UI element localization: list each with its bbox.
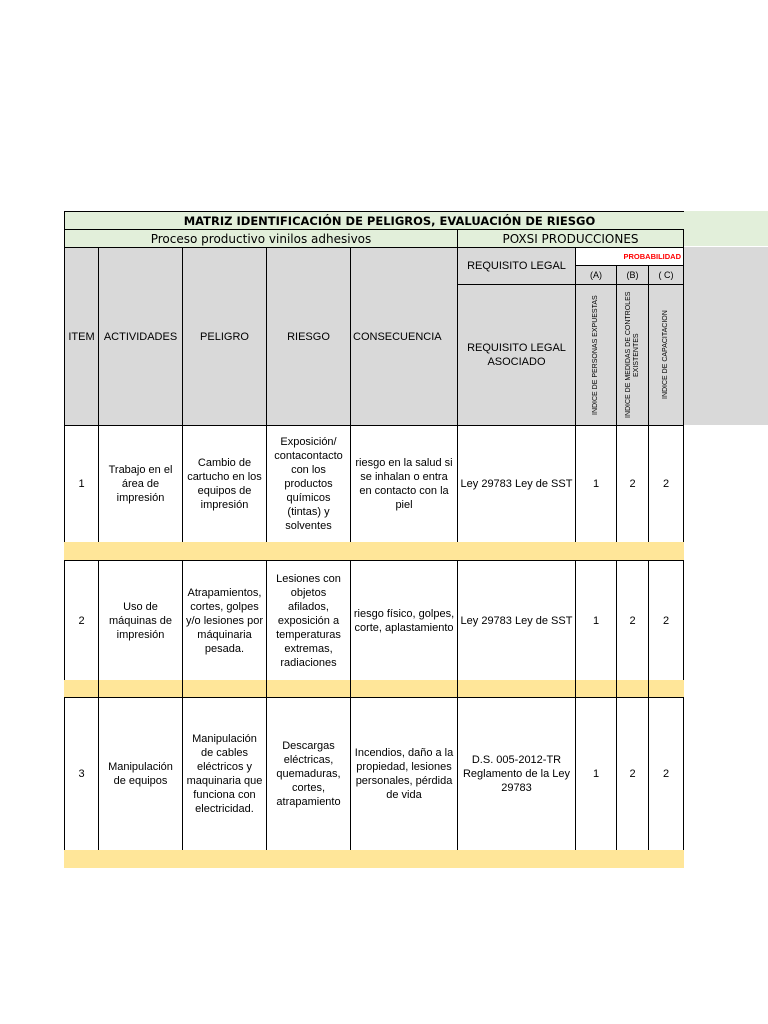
company-name: POXSI PRODUCCIONES (457, 229, 684, 248)
row2-consecuencia: riesgo físico, golpes, corte, aplastamiento (350, 560, 458, 681)
sep-line (616, 680, 617, 698)
header-col-a: (A) (575, 265, 617, 285)
sep-line (457, 680, 458, 698)
row3-c: 2 (648, 697, 684, 851)
row2-peligro: Atrapamientos, cortes, golpes y/o lesiones por máquinaria pesada. (182, 560, 267, 681)
row2-riesgo: Lesiones con objetos afilados, exposición a temperaturas extremas, radiaciones (266, 560, 351, 681)
header-indice-c: INDICE DE CAPACITACION (662, 310, 669, 400)
header-riesgo: RIESGO (266, 247, 351, 426)
row2-b: 2 (616, 560, 649, 681)
row3-separator (64, 850, 684, 868)
title-overflow-fill (684, 211, 768, 246)
row1-riesgo: Exposición/ contacontacto con los productos químicos (tintas) y solventes (266, 425, 351, 543)
row2-a: 1 (575, 560, 617, 681)
row1-requisito: Ley 29783 Ley de SST (457, 425, 576, 543)
row2-actividad: Uso de máquinas de impresión (98, 560, 183, 681)
row3-b: 2 (616, 697, 649, 851)
header-peligro: PELIGRO (182, 247, 267, 426)
header-indice-a: INDICE DE PERSONAS EXPUESTAS (592, 295, 599, 415)
row1-actividad: Trabajo en el área de impresión (98, 425, 183, 543)
row2-item: 2 (64, 560, 99, 681)
row1-c: 2 (648, 425, 684, 543)
row1-consecuencia: riesgo en la salud si se inhalan o entra en contacto con la piel (350, 425, 458, 543)
header-indice-b: INDICE DE MEDIDAS DE CONTROLES EXISTENTES (624, 291, 640, 419)
row3-peligro: Manipulación de cables eléctricos y maquinaria que funciona con electricidad. (182, 697, 267, 851)
row3-riesgo: Descargas eléctricas, quemaduras, cortes, atrapamiento (266, 697, 351, 851)
sep-line (648, 680, 649, 698)
row1-b: 2 (616, 425, 649, 543)
row1-item: 1 (64, 425, 99, 543)
header-col-b: (B) (616, 265, 649, 285)
row3-item: 3 (64, 697, 99, 851)
sep-line (182, 680, 183, 698)
row3-a: 1 (575, 697, 617, 851)
row3-actividad: Manipulación de equipos (98, 697, 183, 851)
header-item: ITEM (64, 247, 99, 426)
sep-line (575, 680, 576, 698)
row1-separator (64, 542, 684, 560)
sep-line (350, 680, 351, 698)
header-indice-c-cell (648, 284, 684, 426)
row2-c: 2 (648, 560, 684, 681)
header-actividades: ACTIVIDADES (98, 247, 183, 426)
process-name: Proceso productivo vinilos adhesivos (64, 229, 458, 248)
header-indice-b-cell (616, 284, 649, 426)
row3-requisito: D.S. 005-2012-TR Reglamento de la Ley 29783 (457, 697, 576, 851)
header-requisito-legal: REQUISITO LEGAL (457, 247, 576, 285)
header-requisito-asociado: REQUISITO LEGAL ASOCIADO (457, 284, 576, 426)
row2-separator (64, 680, 684, 698)
header-consecuencia: CONSECUENCIA (350, 247, 458, 426)
header-col-c: ( C) (648, 265, 684, 285)
row1-peligro: Cambio de cartucho en los equipos de impresión (182, 425, 267, 543)
row2-requisito: Ley 29783 Ley de SST (457, 560, 576, 681)
row1-a: 1 (575, 425, 617, 543)
header-indice-a-cell (575, 284, 617, 426)
sep-line (266, 680, 267, 698)
row3-consecuencia: Incendios, daño a la propiedad, lesiones personales, pérdida de vida (350, 697, 458, 851)
matrix-title: MATRIZ IDENTIFICACIÓN DE PELIGROS, EVALUACIÓN DE RIESGO (64, 211, 714, 230)
sep-line (98, 680, 99, 698)
header-probabilidad: PROBABILIDAD (575, 247, 684, 266)
